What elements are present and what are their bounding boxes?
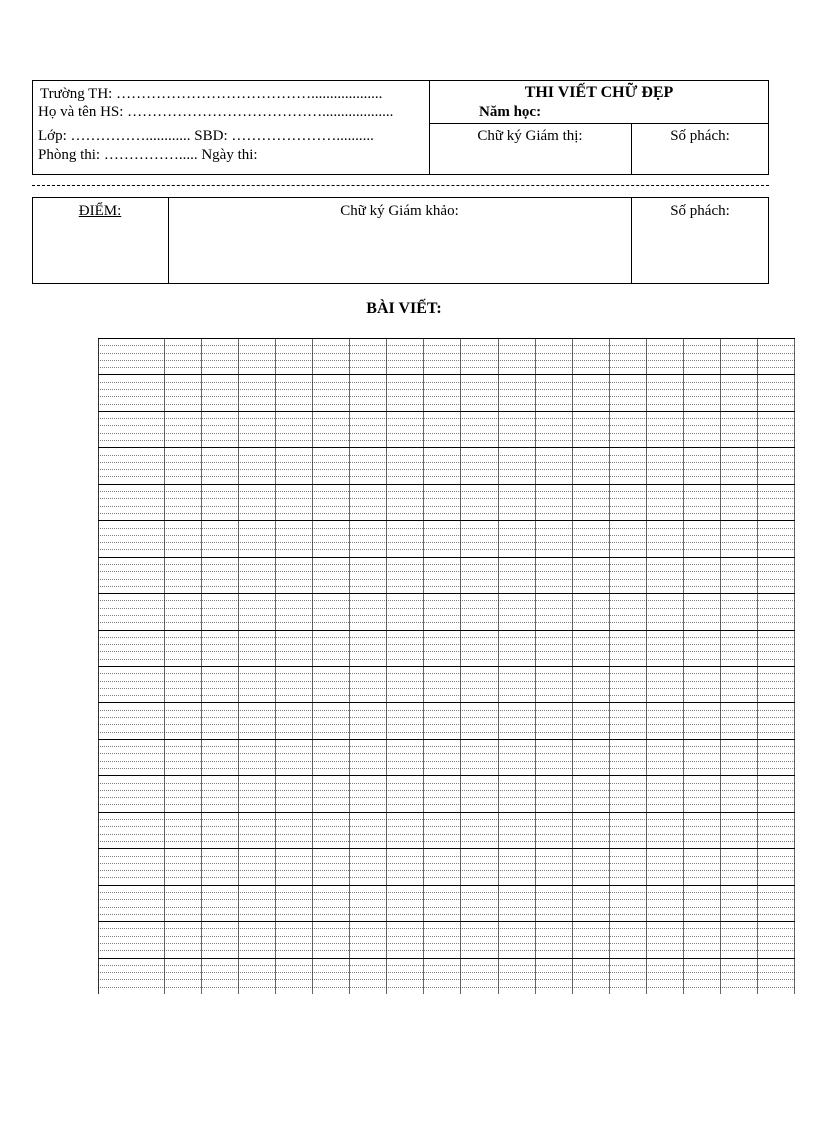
school-year-label: Năm học: bbox=[479, 104, 542, 120]
school-field[interactable]: Trường TH: …………………………………................... bbox=[40, 86, 383, 102]
exam-title: THI VIẾT CHỮ ĐẸP bbox=[524, 84, 674, 101]
handwriting-practice-grid[interactable] bbox=[98, 338, 795, 994]
score-code-number-label: Số phách: bbox=[670, 203, 730, 219]
code-number-label: Số phách: bbox=[670, 128, 730, 144]
room-date-field[interactable]: Phòng thi: ……………..... Ngày thi: bbox=[38, 147, 258, 163]
student-name-field[interactable]: Họ và tên HS: …………………………………................... bbox=[38, 104, 394, 120]
writing-title: BÀI VIẾT: bbox=[366, 300, 442, 317]
proctor-signature-label: Chữ ký Giám thị: bbox=[477, 128, 583, 144]
score-label: ĐIỂM: bbox=[78, 203, 122, 219]
header-horizontal-divider bbox=[429, 123, 769, 124]
cut-line-separator bbox=[32, 185, 769, 186]
class-sbd-field[interactable]: Lớp: ……………............ SBD: ………………….......... bbox=[38, 128, 374, 144]
examiner-signature-label: Chữ ký Giám khảo: bbox=[340, 203, 459, 219]
